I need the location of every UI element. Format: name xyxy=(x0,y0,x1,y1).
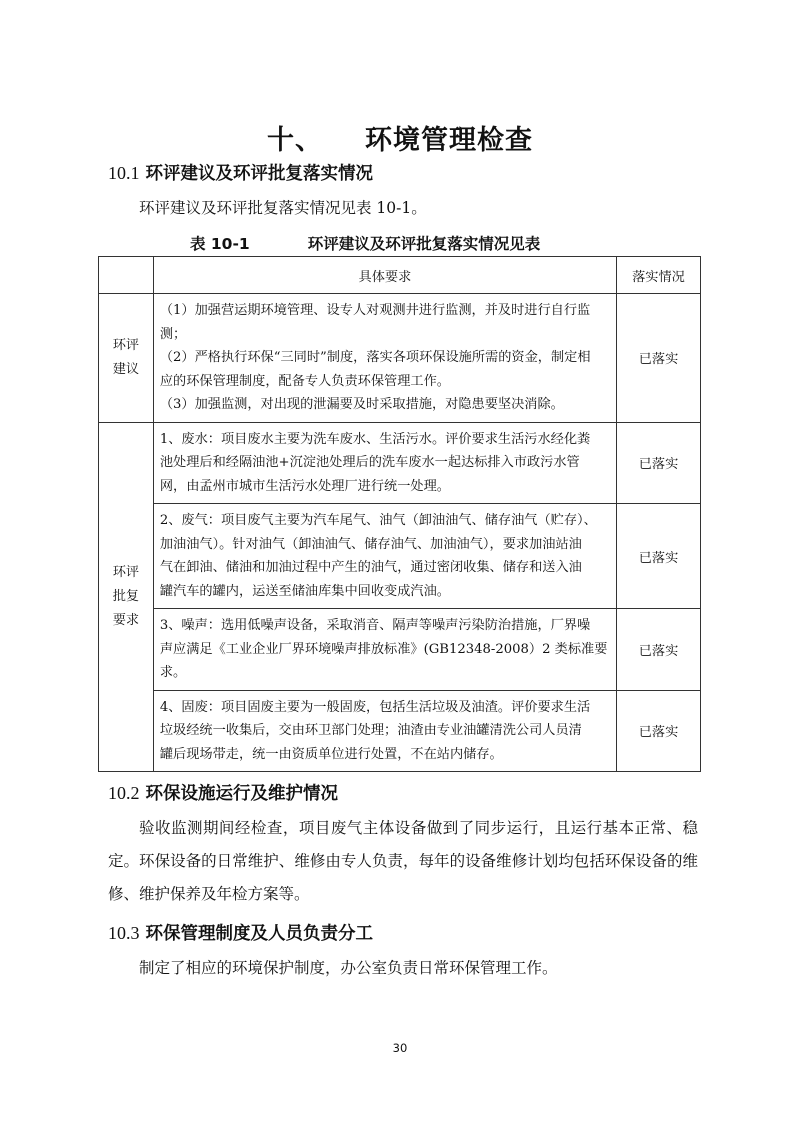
table-caption-title: 环评建议及环评批复落实情况见表 xyxy=(307,235,541,253)
requirement-line: 应的环保管理制度，配备专人负责环保管理工作。 xyxy=(159,373,450,389)
section-title: 环保设施运行及维护情况 xyxy=(145,784,338,804)
requirement-line: 求。 xyxy=(159,665,187,680)
section-title: 环保管理制度及人员负责分工 xyxy=(145,924,373,944)
requirement-line: 垃圾经统一收集后，交由环卫部门处理；油渣由专业油罐清洗公司人员清 xyxy=(159,723,582,738)
requirement-line: 声应满足《工业企业厂界环境噪声排放标准》(GB12348-2008）2 类标准要 xyxy=(159,641,608,657)
chapter-number: 十、 xyxy=(267,125,323,156)
category-label-line: 环评 xyxy=(112,564,140,580)
table-caption xyxy=(190,232,540,254)
requirement-line: 4、固废：项目固废主要为一般固废，包括生活垃圾及油渣。评价要求生活 xyxy=(159,699,591,715)
requirement-line: 3、噪声：选用低噪声设备，采取消音、隔声等噪声污染防治措施，厂界噪 xyxy=(159,618,591,633)
header-status: 落实情况 xyxy=(616,257,700,294)
requirement-cell xyxy=(153,609,616,691)
header-category xyxy=(99,257,154,294)
requirement-line: （1）加强营运期环境管理、设专人对观测井进行监测，并及时进行自行监 xyxy=(159,303,591,318)
status-cell: 已落实 xyxy=(616,504,700,609)
requirements-table xyxy=(98,256,701,772)
section-10-1-intro: 环评建议及环评批复落实情况见表 10-1。 xyxy=(139,199,427,217)
requirement-cell xyxy=(153,504,616,609)
requirement-line: （3）加强监测，对出现的泄漏要及时采取措施，对隐患要坚决消除。 xyxy=(159,397,564,412)
requirement-line: 网，由孟州市城市生活污水处理厂进行统一处理。 xyxy=(159,478,450,494)
table-row xyxy=(99,422,701,504)
category-label-line: 批复 xyxy=(112,588,140,604)
requirement-line: 罐后现场带走，统一由资质单位进行处置，不在站内储存。 xyxy=(159,746,503,762)
status-cell: 已落实 xyxy=(616,690,700,772)
page-number: 30 xyxy=(392,1041,408,1055)
requirement-line: 罐汽车的罐内，运送至储油库集中回收变成汽油。 xyxy=(159,583,450,599)
category-cell xyxy=(99,422,154,772)
header-requirement: 具体要求 xyxy=(153,257,616,294)
section-title: 环评建议及环评批复落实情况 xyxy=(145,164,373,184)
requirement-cell xyxy=(153,422,616,504)
section-number: 10.2 xyxy=(108,783,140,803)
requirement-cell xyxy=(153,294,616,423)
table-row xyxy=(99,294,701,423)
section-heading-10-3 xyxy=(108,920,373,945)
status-cell: 已落实 xyxy=(616,422,700,504)
table-row xyxy=(99,690,701,772)
requirement-line: 测； xyxy=(159,326,187,342)
section-10-2-body: 验收监测期间经检查，项目废气主体设备做到了同步运行，且运行基本正常、稳定。环保设备的日常维护、维修由专人负责，每年的设备维修计划均包括环保设备的维修、维护保养及年检方案等。 xyxy=(108,819,698,903)
category-label-line: 环评 xyxy=(112,337,140,353)
chapter-title xyxy=(0,118,800,157)
table-row xyxy=(99,504,701,609)
section-heading-10-2 xyxy=(108,780,338,805)
section-number: 10.3 xyxy=(108,923,140,943)
requirement-line: 1、废水：项目废水主要为洗车废水、生活污水。评价要求生活污水经化粪 xyxy=(159,431,591,447)
requirement-line: 加油油气）。针对油气（卸油油气、储存油气、加油油气），要求加油站油 xyxy=(159,536,582,552)
section-10-3-body: 制定了相应的环境保护制度，办公室负责日常环保管理工作。 xyxy=(139,959,558,977)
section-heading-10-1 xyxy=(108,160,373,185)
category-cell xyxy=(99,294,154,423)
status-cell: 已落实 xyxy=(616,294,700,423)
category-label-line: 要求 xyxy=(112,612,140,628)
table-caption-number: 表 10-1 xyxy=(190,235,250,253)
section-number: 10.1 xyxy=(108,163,140,183)
requirement-line: 池处理后和经隔油池+沉淀池处理后的洗车废水一起达标排入市政污水管 xyxy=(159,455,580,470)
requirement-cell xyxy=(153,690,616,772)
table-header-row xyxy=(99,257,701,294)
category-label-line: 建议 xyxy=(112,361,140,377)
status-cell: 已落实 xyxy=(616,609,700,691)
requirement-line: 气在卸油、储油和加油过程中产生的油气，通过密闭收集、储存和送入油 xyxy=(159,560,582,575)
chapter-title-text: 环境管理检查 xyxy=(365,125,533,156)
requirement-line: （2）严格执行环保“三同时”制度，落实各项环保设施所需的资金，制定相 xyxy=(159,350,591,365)
requirement-line: 2、废气：项目废气主要为汽车尾气、油气（卸油油气、储存油气（贮存）、 xyxy=(159,513,597,528)
table-row xyxy=(99,609,701,691)
